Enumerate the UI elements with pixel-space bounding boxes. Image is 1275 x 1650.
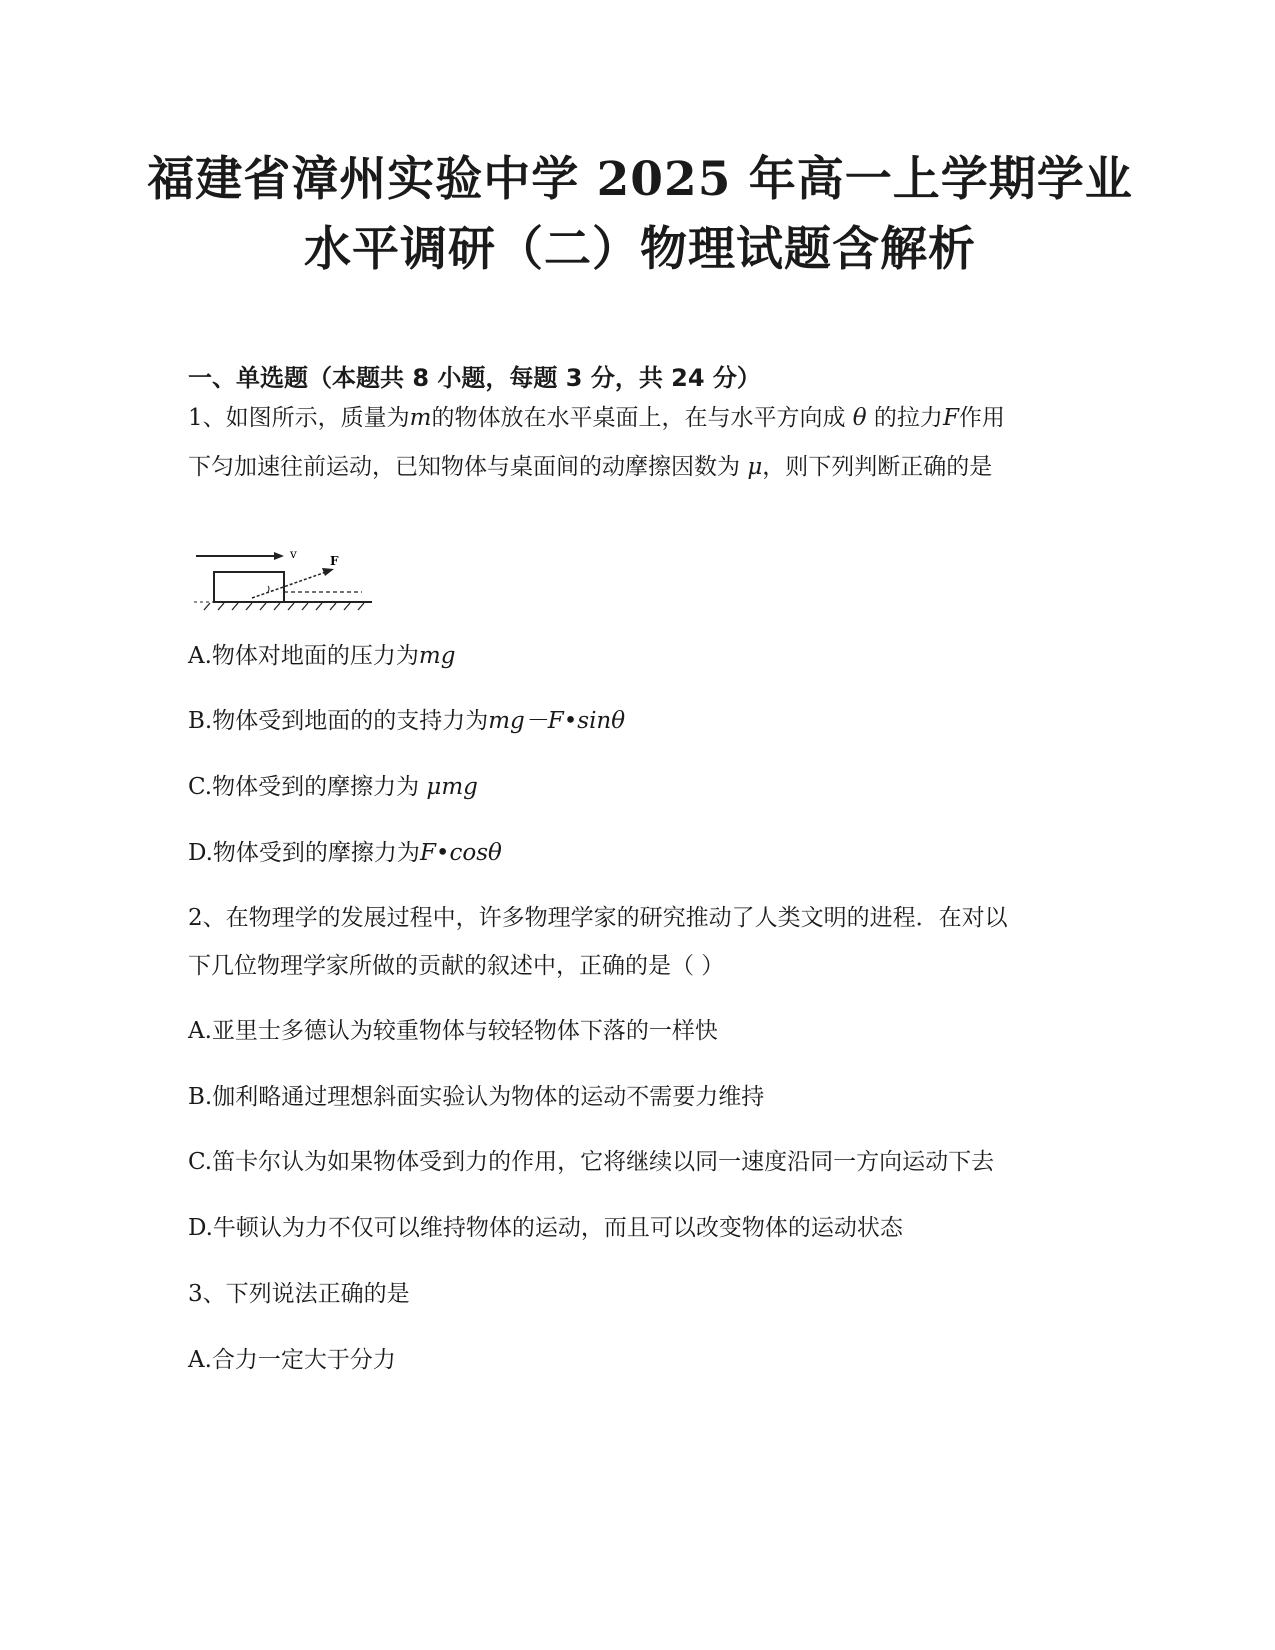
q3-stem: 3、下列说法正确的是 — [188, 1281, 410, 1307]
q1-option-c: C.物体受到的摩擦力为 μmg — [188, 774, 478, 800]
force-label: F — [330, 554, 339, 568]
q2-option-c: C.笛卡尔认为如果物体受到力的作用，它将继续以同一速度沿同一方向运动下去 — [188, 1149, 995, 1175]
section-heading: 一、单选题（本题共 8 小题，每题 3 分，共 24 分） — [188, 364, 761, 392]
force-line — [252, 572, 326, 598]
q1-option-a: A.物体对地面的压力为mg — [188, 643, 456, 669]
q1-stem-line-2: 下匀加速往前运动，已知物体与桌面间的动摩擦因数为 μ，则下列判断正确的是 — [188, 454, 993, 480]
velocity-label: v — [290, 548, 297, 561]
document-title-line-1: 福建省漳州实验中学 2025 年高一上学期学业 — [147, 152, 1133, 207]
document-title-line-2: 水平调研（二）物理试题含解析 — [304, 222, 976, 277]
q1-stem-line-1: 1、如图所示，质量为m的物体放在水平桌面上，在与水平方向成 θ 的拉力F作用 — [188, 405, 1005, 431]
block — [214, 572, 284, 602]
q1-force-diagram — [186, 548, 392, 630]
q1-option-b: B.物体受到地面的的支持力为mg－F•sinθ — [188, 708, 626, 734]
q2-option-d: D.牛顿认为力不仅可以维持物体的运动，而且可以改变物体的运动状态 — [188, 1215, 903, 1241]
q1-option-d: D.物体受到的摩擦力为F•cosθ — [188, 840, 502, 866]
angle-arc — [268, 586, 269, 592]
q3-option-a: A.合力一定大于分力 — [188, 1347, 396, 1373]
ground-hatching — [204, 603, 364, 610]
force-arrowhead — [322, 568, 334, 576]
velocity-arrowhead — [274, 552, 284, 560]
q2-option-a: A.亚里士多德认为较重物体与较轻物体下落的一样快 — [188, 1018, 718, 1044]
q2-option-b: B.伽利略通过理想斜面实验认为物体的运动不需要力维持 — [188, 1084, 765, 1110]
q2-stem-line-1: 2、在物理学的发展过程中，许多物理学家的研究推动了人类文明的进程．在对以 — [188, 905, 1008, 931]
q2-stem-line-2: 下几位物理学家所做的贡献的叙述中，正确的是（ ） — [188, 953, 725, 979]
